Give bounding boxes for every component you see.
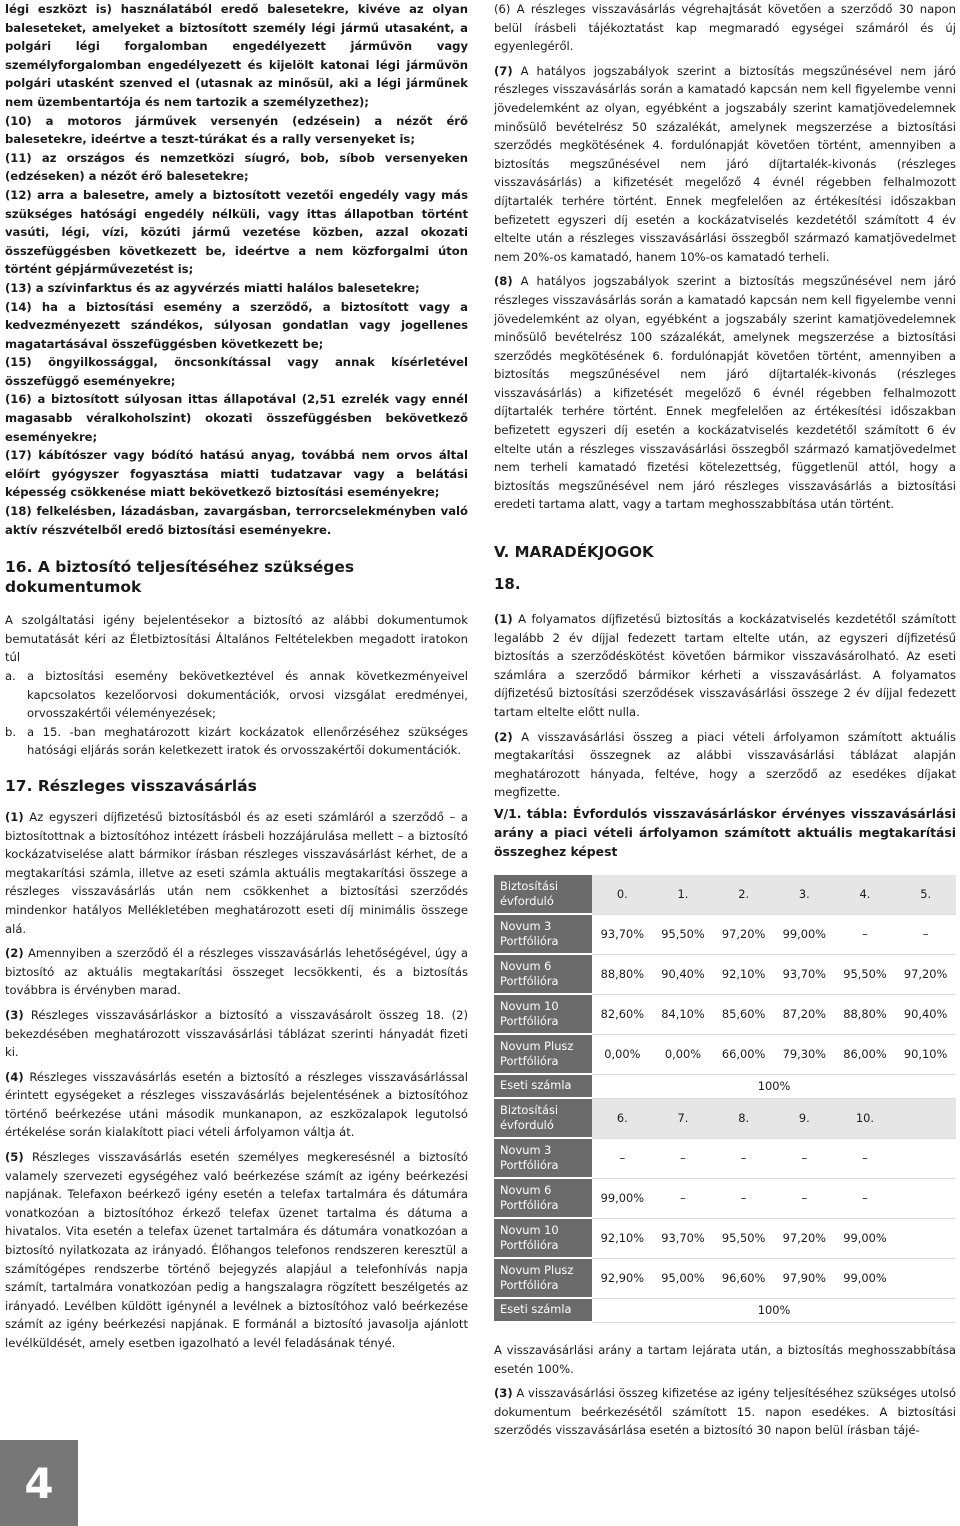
section-17-paragraph-text: Az egyszeri díjfizetésű biztosításból és az eseti számláról a szerződő – a biztosítottnak a biztosítóhoz intézett írásbeli hozzájárulása mellett – a biztosító kockázatviselése alatt bármikor írásban részleges visszavásárlást kérhet, de a megtakarítási számla, illetve az eseti számla aktuális megtakarítási összege a részleges visszavásárlás után nem csökkenhet a biztosítási szerződés mindenkor hatályos Mellékletében meghatározott eseti díj minimális összege alá. xyxy=(5,809,468,936)
table-cell: – xyxy=(895,915,956,955)
table-row xyxy=(494,955,956,995)
list-marker: a. xyxy=(5,669,16,683)
section-18-body xyxy=(494,610,956,802)
section-17-paragraph-text: Amennyiben a szerződő él a részleges visszavásárlás lehetőségével, úgy a biztosító az aktuális megtakarítási összeget lecsökkenti, és a biztosítás továbbra is érvényben marad. xyxy=(5,946,468,998)
table-cell: 86,00% xyxy=(835,1035,896,1075)
table-header-cell: 9. xyxy=(774,1099,835,1139)
table-caption: V/1. tábla: Évfordulós visszavásárláskor érvényes visszavásárlási arány a piaci vételi árfolyamon számított aktuális megtakarítási összeghez képest xyxy=(494,805,956,859)
section-18-paragraph xyxy=(494,728,956,802)
table-eseti-row xyxy=(494,1299,956,1323)
table-cell: 95,50% xyxy=(835,955,896,995)
table-row xyxy=(494,995,956,1035)
table-header-cell: 3. xyxy=(774,875,835,915)
table-cell: 100% xyxy=(592,1075,956,1099)
table-cell: 92,10% xyxy=(592,1219,653,1259)
table-row-label: Eseti számla xyxy=(494,1299,592,1323)
table-cell: 95,50% xyxy=(653,915,714,955)
table-row-label: Novum 3 Portfólióra xyxy=(494,915,592,955)
table-row-label: Novum 6 Portfólióra xyxy=(494,955,592,995)
section-17-paragraph xyxy=(5,944,468,1000)
table-cell: – xyxy=(713,1179,774,1219)
section-17-body xyxy=(5,808,468,1353)
table-row xyxy=(494,1035,956,1075)
right-top-paragraph-text: A hatályos jogszabályok szerint a biztosítás megszűnésével nem járó részleges visszavásárlás során a kamatadó kapcsán nem kell figyelembe venni jövedelemként az olyan, egyébként a jogszabály szerint kamatjövedelemnek minősülő bevételrész 100 százalékát, amelynek megszerzése a biztosítási szerződés megkötésének 6. fordulónapját követően történt, amennyiben a biztosítás megszűnésével nem járó díjtartalék-kivonás (részleges visszavásárlás) a kifizetését megelőző 6 évnél régebben felhalmozott díjtartalék terhére történt. Ennek megfelelően az értékesítési időszakban befizetett egyszeri díj esetén a kockázatviselés kezdetétől számított 6 év eltelte után a részleges visszavásárlási összegből származó kamatjövedelmet nem terheli kamatadó fizetési kötelezettség, függetlenül attól, hogy a biztosítás megszűnésével nem járó részleges visszavásárlás a biztosítási eredeti tartama alatt, vagy a tartam meghosszabbítása után történt. xyxy=(494,274,956,512)
table-cell xyxy=(895,1259,956,1299)
section-17-paragraph-number: (3) xyxy=(5,1007,24,1022)
table-cell xyxy=(895,1179,956,1219)
table-row-label: Novum Plusz Portfólióra xyxy=(494,1259,592,1299)
exclusion-item: (18) felkelésben, lázadásban, zavargásban, terrorcselekményben való aktív részvételből eredő biztosítási eseményekre. xyxy=(5,504,468,537)
right-bottom-paragraph xyxy=(494,1341,956,1378)
table-row-label: Novum 10 Portfólióra xyxy=(494,995,592,1035)
table-cell: 99,00% xyxy=(592,1179,653,1219)
table-cell: 92,10% xyxy=(713,955,774,995)
table-cell: 97,20% xyxy=(895,955,956,995)
table-eseti-row xyxy=(494,1075,956,1099)
list-text: a 15. -ban meghatározott kizárt kockázatok ellenőrzéséhez szükséges hatósági eljárás során keletkezett iratok és orvosszakértői dokumentációk. xyxy=(27,724,468,758)
section-16-intro: A szolgáltatási igény bejelentésekor a biztosító az alábbi dokumentumok bemutatását kéri az Életbiztosítási Általános Feltételekben megadott iratokon túl xyxy=(5,613,468,665)
table-header-cell: 2. xyxy=(713,875,774,915)
right-top-paragraph-text: A hatályos jogszabályok szerint a biztosítás megszűnésével nem járó részleges visszavásárlás során a kamatadó kapcsán nem kell figyelembe venni jövedelemként az olyan, egyébként a jogszabály szerint kamatjövedelemnek minősülő bevételrész 50 százalékát, amelynek megszerzése a biztosítási szerződés megkötésének 4. fordulónapját követően történt, amennyiben a biztosítás megszűnésével nem járó díjtartalék-kivonás (részleges visszavásárlás) a kifizetését megelőző 4 évnél régebben felhalmozott díjtartalék terhére történt. Ennek megfelelően az értékesítési időszakban befizetett egyszeri díj esetén a kockázatviselés kezdetétől számított 4 év eltelte után a részleges visszavásárlási összegből származó kamatjövedelmet nem 20%-os kamatadó, hanem 10%-os kamatadó terheli. xyxy=(494,63,956,264)
table-row xyxy=(494,1139,956,1179)
section-17-continued xyxy=(494,0,956,514)
table-cell: 82,60% xyxy=(592,995,653,1035)
table-cell: 97,90% xyxy=(774,1259,835,1299)
table-row xyxy=(494,1219,956,1259)
exclusion-item: (16) a biztosított súlyosan ittas állapotával (2,51 ezrelék vagy ennél magasabb véralkoholszint) okozati összefüggésben bekövetkező eseményekre; xyxy=(5,392,468,444)
section-18-paragraph xyxy=(494,610,956,722)
section-17-paragraph xyxy=(5,808,468,938)
section-17-paragraph xyxy=(5,1068,468,1142)
table-row xyxy=(494,1259,956,1299)
table-cell: 97,20% xyxy=(774,1219,835,1259)
table-cell: 87,20% xyxy=(774,995,835,1035)
table-header-cell: 1. xyxy=(653,875,714,915)
section-17-title: 17. Részleges visszavásárlás xyxy=(5,776,257,795)
table-cell: 92,90% xyxy=(592,1259,653,1299)
table-cell: – xyxy=(713,1139,774,1179)
section-17-paragraph xyxy=(5,1148,468,1353)
table-cell: 0,00% xyxy=(653,1035,714,1075)
table-header-label: Biztosítási évforduló xyxy=(494,1099,592,1139)
table-cell: – xyxy=(774,1139,835,1179)
table-cell: – xyxy=(653,1139,714,1179)
section-17-paragraph-number: (2) xyxy=(5,946,24,961)
exclusion-item: (14) ha a biztosítási esemény a szerződő, a biztosított vagy a kedvezményezett szándékos, súlyosan gondatlan vagy jogellenes magatartásával összefüggésben következett be; xyxy=(5,299,468,351)
table-cell: – xyxy=(774,1179,835,1219)
exclusion-item: (12) arra a balesetre, amely a biztosított vezetői engedély vagy más szükséges hatósági engedély nélküli, vagy ittas állapotban történt vasúti, légi, vízi, közúti jármű vezetése közben, azzal okozati összefüggésben következett be, ideértve a nem közforgalmi úton történt gépjárművezetést is; xyxy=(5,187,468,277)
chapter-v-title: V. MARADÉKJOGOK xyxy=(494,543,654,562)
table-row-label: Eseti számla xyxy=(494,1075,592,1099)
table-row-label: Novum 10 Portfólióra xyxy=(494,1219,592,1259)
section-17-paragraph xyxy=(5,1006,468,1062)
table-row-label: Novum 6 Portfólióra xyxy=(494,1179,592,1219)
right-top-paragraph xyxy=(494,0,956,56)
table-header-cell: 5. xyxy=(895,875,956,915)
table-cell: 79,30% xyxy=(774,1035,835,1075)
table-cell: 66,00% xyxy=(713,1035,774,1075)
table-cell: – xyxy=(835,1139,896,1179)
table-row xyxy=(494,915,956,955)
table-cell: – xyxy=(592,1139,653,1179)
section-18-paragraph-number: (1) xyxy=(494,612,513,627)
section-18-title: 18. xyxy=(494,575,521,594)
table-cell: 93,70% xyxy=(774,955,835,995)
section-16-title: 16. A biztosító teljesítéséhez szükséges dokumentumok xyxy=(5,558,355,597)
table-header-row xyxy=(494,1099,956,1139)
right-bottom-paragraph-text: A visszavásárlási összeg kifizetése az igény teljesítéséhez szükséges utolsó dokumentum beérkezésétől számított 15. napon esedékes. A biztosítási szerződés visszavásárlása esetén a biztosító 30 napon belül írásban tájé- xyxy=(494,1386,956,1438)
right-top-paragraph-text: (6) A részleges visszavásárlás végrehajtását követően a szerződő 30 napon belül írásbeli tájékoztatást kap megmaradó egységei számáról és új egyenlegéről. xyxy=(494,2,956,54)
section-18-paragraph-number: (2) xyxy=(494,729,513,744)
table-header-cell: 6. xyxy=(592,1099,653,1139)
section-17-paragraph-text: Részleges visszavásárlás esetén személyes megkeresésnél a biztosító valamely szervezeti egységéhez való beérkezése számít az igény beérkezési napjának. Telefaxon beérkező igény esetén a telefax tartalmára és dátumára vonatkozóan a biztosítóhoz érkező telefax üzenet tartalma és dátuma a hivatalos. Vita esetén a telefax üzenet tartalmára és dátumára vonatkozóan a biztosító nyilatkozata az irányadó. Élőhangos telefonos rendszeren keresztül a számítógépes rendszerbe történő bejegyzés alapjául a telefonhívás napja számít, tartalmára vonatkozóan pedig a hangszalagra rögzített beszélgetés az irányadó. Levélben küldött igénynél a levélnek a biztosítóhoz való beérkezése számít az igény beérkezési napjának. E formánál a biztosító javasolja ajánlott levélküldését, amely esetben igazolható a levél feladásának tényé. xyxy=(5,1150,468,1350)
table-cell: – xyxy=(835,915,896,955)
table-cell xyxy=(895,1139,956,1179)
exclusion-item: légi eszközt is) használatából eredő balesetekre, kivéve az olyan baleseteket, amelyeket a biztosított személy légi jármű utasaként, a polgári légi forgalomban engedélyezett járművön vagy személyforgalomban engedélyezett és kijelölt katonai légi járművön polgári utasként szenved el (utasnak az minősül, aki a légi járműnek nem üzembentartója és nem tartozik a személyzethez); xyxy=(5,2,468,109)
list-item xyxy=(5,667,468,723)
table-row-label: Novum 3 Portfólióra xyxy=(494,1139,592,1179)
table-header-cell: 10. xyxy=(835,1099,896,1139)
table-cell: 90,10% xyxy=(895,1035,956,1075)
section-18-paragraph-text: A visszavásárlási összeg a piaci vételi árfolyamon számított aktuális megtakarítási összegnek az alábbi visszavásárlási táblázat alapján meghatározott hányada, feltéve, hogy a szerződő az esedékes díjakat megfizette. xyxy=(494,729,956,800)
right-top-paragraph xyxy=(494,272,956,514)
right-bottom-paragraph-number: (3) xyxy=(494,1386,513,1401)
list-item xyxy=(5,723,468,760)
exclusion-item: (17) kábítószer vagy bódító hatású anyag, továbbá nem orvos által előírt gyógyszer fogyasztása miatti tudatzavar vagy a belátási képesség csökkenése miatt bekövetkező biztosítási eseményekre; xyxy=(5,448,468,500)
table-cell: 88,80% xyxy=(592,955,653,995)
list-marker: b. xyxy=(5,724,17,739)
section-17-paragraph-number: (1) xyxy=(5,809,24,824)
surrender-ratio-table xyxy=(494,875,956,1323)
table-header-cell: 7. xyxy=(653,1099,714,1139)
right-bottom-paragraph xyxy=(494,1384,956,1440)
table-cell: 99,00% xyxy=(835,1259,896,1299)
table-cell xyxy=(895,1219,956,1259)
right-top-paragraph-number: (8) xyxy=(494,274,513,289)
list-text: a biztosítási esemény bekövetkeztével és annak következményeivel kapcsolatos kezelőorvosi dokumentációk, orvosi vizsgálat eredményei, orvosszakértői véleményezések; xyxy=(27,669,468,721)
section-17-paragraph-text: Részleges visszavásárlás esetén a biztosító a részleges visszavásárlással érintett egységeket a részleges visszavásárlás bejelentésének a biztosítóhoz történő beérkezése utáni második munkanapon, az eszközalapok legutolsó értékelése során kialakított piaci vételi árfolyamon váltja át. xyxy=(5,1069,468,1140)
table-cell: 84,10% xyxy=(653,995,714,1035)
table-header-cell: 4. xyxy=(835,875,896,915)
section-17-paragraph-number: (4) xyxy=(5,1069,24,1084)
table-header-cell: 0. xyxy=(592,875,653,915)
table-cell: 99,00% xyxy=(835,1219,896,1259)
table-header-cell xyxy=(895,1099,956,1139)
page-number: 4 xyxy=(0,1440,78,1526)
table-cell: 95,00% xyxy=(653,1259,714,1299)
section-17-paragraph-text: Részleges visszavásárláskor a biztosító a visszavásárolt összeg 18. (2) bekezdésében meghatározott visszavásárlási táblázat szerinti hányadát fizeti ki. xyxy=(5,1007,468,1060)
table-cell: 0,00% xyxy=(592,1035,653,1075)
exclusion-item: (11) az országos és nemzetközi síugró, bob, síbob versenyeken (edzéseken) a nézőt érő balesetekre; xyxy=(5,150,468,184)
left-column xyxy=(5,0,468,1353)
table-row-label: Novum Plusz Portfólióra xyxy=(494,1035,592,1075)
right-top-paragraph-number: (7) xyxy=(494,63,513,78)
right-top-paragraph xyxy=(494,62,956,267)
table-cell: 95,50% xyxy=(713,1219,774,1259)
section-16-list xyxy=(5,667,468,760)
table-cell: 96,60% xyxy=(713,1259,774,1299)
table-header-cell: 8. xyxy=(713,1099,774,1139)
table-row xyxy=(494,1179,956,1219)
table-cell: 90,40% xyxy=(653,955,714,995)
exclusion-item: (15) öngyilkossággal, öncsonkítással vagy annak kísérletével összefüggő eseményekre; xyxy=(5,355,468,388)
right-column xyxy=(494,0,956,1440)
section-17-paragraph-number: (5) xyxy=(5,1150,24,1165)
table-cell: – xyxy=(653,1179,714,1219)
table-cell: 85,60% xyxy=(713,995,774,1035)
exclusion-item: (13) a szívinfarktus és az agyvérzés miatti halálos balesetekre; xyxy=(5,280,420,295)
section-18-paragraph-text: A folyamatos díjfizetésű biztosítás a kockázatviselés kezdetétől számított legalább 2 év díjjal fedezett tartam eltelte után, az egyszeri díjfizetésű biztosítás a szerződéskötést követően bármikor visszavásárolható. Az eseti számlára a szerződő bármikor kérheti a visszavásárlást. A folyamatos díjfizetésű biztosítási szerződések visszavásárlási összege 2 év díjjal fedezett tartam eltelte előtt nulla. xyxy=(494,612,956,719)
section-18-continued xyxy=(494,1341,956,1440)
table-cell: 88,80% xyxy=(835,995,896,1035)
table-cell: 97,20% xyxy=(713,915,774,955)
table-header-row xyxy=(494,875,956,915)
table-cell: 99,00% xyxy=(774,915,835,955)
exclusion-item: (10) a motoros járművek versenyén (edzésein) a nézőt érő balesetekre, ideértve a teszt-túrákat és a rally versenyeket is; xyxy=(5,113,468,147)
table-cell: 90,40% xyxy=(895,995,956,1035)
table-cell: 93,70% xyxy=(592,915,653,955)
table-cell: – xyxy=(835,1179,896,1219)
intro-exclusions xyxy=(5,0,468,539)
table-header-label: Biztosítási évforduló xyxy=(494,875,592,915)
table-cell: 100% xyxy=(592,1299,956,1323)
table-cell: 93,70% xyxy=(653,1219,714,1259)
right-bottom-paragraph-text: A visszavásárlási arány a tartam lejárata után, a biztosítás meghosszabbítása esetén 100%. xyxy=(494,1342,956,1376)
